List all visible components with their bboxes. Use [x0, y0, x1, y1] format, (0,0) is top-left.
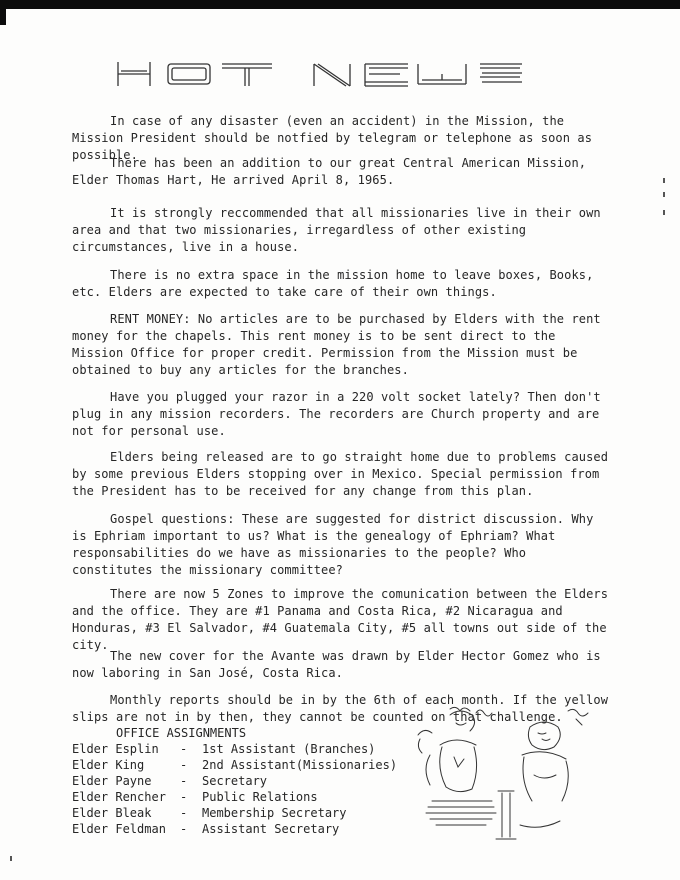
assignment-name: Elder Rencher — [72, 790, 166, 804]
assignment-row — [72, 757, 402, 773]
assignment-dash: - — [180, 742, 188, 756]
paragraph-zones: There are now 5 Zones to improve the comunication between the Elders and the office. They are #1 Panama and Costa Rica, #2 Nicaragua and Honduras, #3 El Salvador, #4 Guatemala City, #5 all towns out side of the city. — [72, 587, 609, 652]
assignment-dash: - — [180, 774, 188, 788]
margin-mark — [663, 192, 665, 197]
margin-mark — [663, 210, 665, 215]
assignment-name: Elder Bleak — [72, 806, 152, 820]
paragraph-rent-money: RENT MONEY: No articles are to be purchased by Elders with the rent money for the chapels. This rent money is to be sent direct to the Mission Office for proper credit. Permission from the Mission must be obtained to buy any articles for the branches. — [72, 312, 601, 377]
assignment-role: Secretary — [202, 774, 268, 788]
paragraph-gospel-questions: Gospel questions: These are suggested for district discussion. Why is Ephriam important to us? What is the genealogy of Ephriam? What responsabilities do we have as missionaries to the people? Who constitutes the missionary committee? — [72, 512, 594, 577]
paragraph-living-arrangement: It is strongly reccommended that all missionaries live in their own area and that two missionaries, irregardless of other existing circumstances, live in a house. — [72, 206, 601, 254]
paragraph-avante-cover: The new cover for the Avante was drawn by Elder Hector Gomez who is now laboring in San José, Costa Rica. — [72, 649, 601, 680]
assignment-name: Elder King — [72, 758, 145, 772]
paragraph-disaster-notice: In case of any disaster (even an accident) in the Mission, the Mission President should be notfied by telegram or telephone as soon as possible. — [72, 114, 593, 162]
paragraph-new-elder: There has been an addition to our great Central American Mission, Elder Thomas Hart, He arrived April 8, 1965. — [72, 156, 587, 187]
masthead-logo — [110, 58, 530, 90]
paragraph-elders-released: Elders being released are to go straight home due to problems caused by some previous Elders stopping over in Mexico. Special permission from the President has to be received for any change from this plan. — [72, 450, 609, 498]
assignment-role: 1st Assistant (Branches) — [202, 742, 376, 756]
assignment-row — [72, 789, 402, 805]
assignment-name: Elder Payne — [72, 774, 152, 788]
margin-mark — [663, 178, 665, 183]
assignment-name: Elder Esplin — [72, 742, 159, 756]
assignment-dash: - — [180, 790, 188, 804]
top-left-notch — [0, 9, 6, 25]
assignment-dash: - — [180, 806, 188, 820]
margin-mark — [10, 856, 12, 861]
office-assignments-list — [72, 741, 402, 837]
assignment-name: Elder Feldman — [72, 822, 166, 836]
paragraph-razor-socket: Have you plugged your razor in a 220 volt socket lately? Then don't plug in any mission recorders. The recorders are Church property and are not for personal use. — [72, 390, 601, 438]
assignment-row — [72, 741, 402, 757]
assignment-role: 2nd Assistant(Missionaries) — [202, 758, 398, 772]
missionary-doodle-illustration — [410, 705, 600, 855]
assignment-dash: - — [180, 822, 188, 836]
masthead-title — [115, 56, 126, 58]
assignment-dash: - — [180, 758, 188, 772]
assignment-row — [72, 821, 402, 837]
assignment-role: Public Relations — [202, 790, 318, 804]
assignment-row — [72, 805, 402, 821]
top-border-bar — [0, 0, 680, 9]
assignment-role: Assistant Secretary — [202, 822, 340, 836]
office-assignments-heading: OFFICE ASSIGNMENTS — [116, 726, 247, 740]
paragraph-storage: There is no extra space in the mission home to leave boxes, Books, etc. Elders are expected to take care of their own things. — [72, 268, 594, 299]
assignment-role: Membership Secretary — [202, 806, 347, 820]
assignment-row — [72, 773, 402, 789]
paragraph-monthly-reports: Monthly reports should be in by the 6th of each month. If the yellow slips are not in by then, they cannot be counted on that challenge. — [72, 693, 609, 724]
